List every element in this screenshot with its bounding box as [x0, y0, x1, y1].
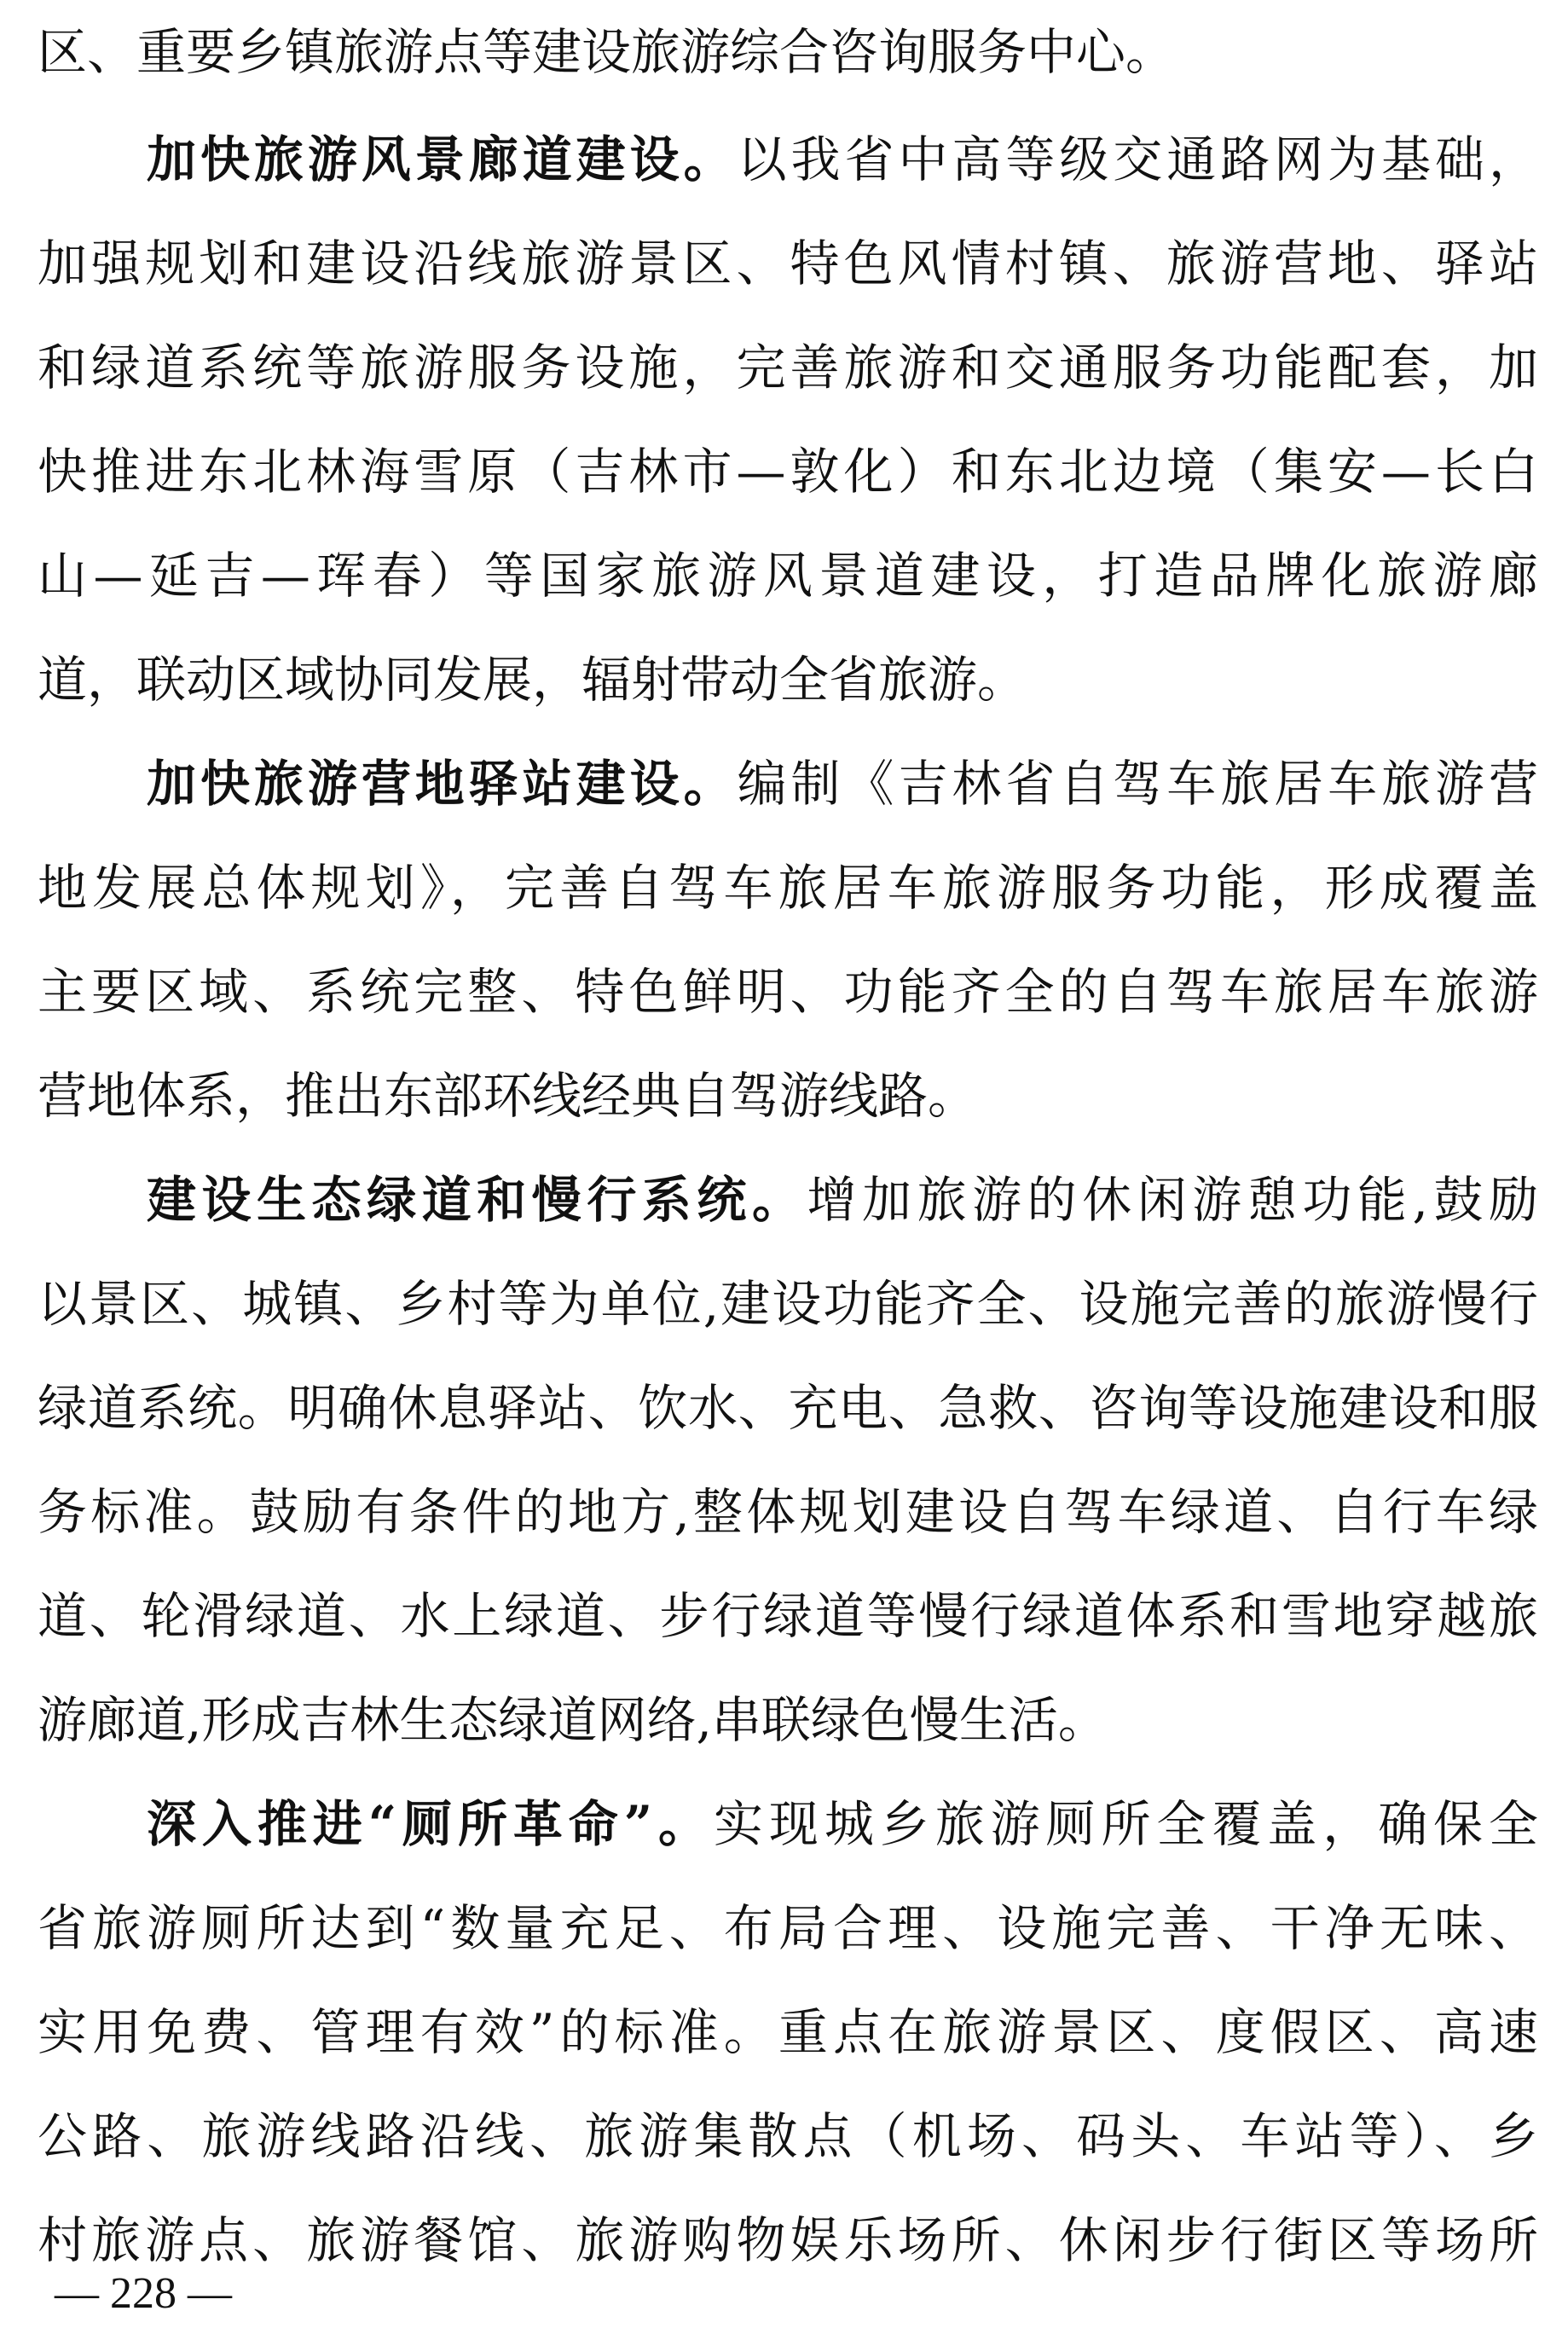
text-line: 主要区域、系统完整、特色鲜明、功能齐全的自驾车旅居车旅游 — [38, 963, 1538, 1021]
paragraph-text: 编制《吉林省自驾车旅居车旅游营 — [737, 755, 1538, 813]
paragraph-first-line — [147, 732, 1538, 836]
paragraph-text: 以我省中高等级交通路网为基础， — [737, 130, 1538, 188]
paragraph-text: 增加旅游的休闲游憩功能,鼓励 — [807, 1171, 1538, 1229]
text-line: 和绿道系统等旅游服务设施，完善旅游和交通服务功能配套，加 — [38, 339, 1538, 397]
paragraph-heading: 加快旅游营地驿站建设。 — [147, 755, 738, 813]
text-line: 快推进东北林海雪原（吉林市—敦化）和东北边境（集安—长白 — [38, 443, 1538, 501]
text-line: 营地体系，推出东部环线经典自驾游线路。 — [38, 1067, 978, 1125]
paragraph-heading: 加快旅游风景廊道建设。 — [147, 130, 738, 188]
paragraph-text: 实现城乡旅游厕所全覆盖，确保全 — [713, 1795, 1538, 1853]
text-line: 山—延吉—珲春）等国家旅游风景道建设，打造品牌化旅游廊 — [38, 547, 1538, 605]
text-line: 道、轮滑绿道、水上绿道、步行绿道等慢行绿道体系和雪地穿越旅 — [38, 1587, 1538, 1645]
text-line: 地发展总体规划》，完善自驾车旅居车旅游服务功能，形成覆盖 — [38, 859, 1538, 917]
paragraph-first-line — [147, 1148, 1538, 1252]
text-line: 区、重要乡镇旅游点等建设旅游综合咨询服务中心。 — [38, 23, 1176, 81]
text-line: 村旅游点、旅游餐馆、旅游购物娱乐场所、休闲步行街区等场所 — [38, 2211, 1538, 2269]
text-line: 绿道系统。明确休息驿站、饮水、充电、急救、咨询等设施建设和服 — [38, 1379, 1538, 1437]
text-line: 省旅游厕所达到“数量充足、布局合理、设施完善、干净无味、 — [38, 1899, 1538, 1957]
paragraph-heading: 建设生态绿道和慢行系统。 — [147, 1171, 807, 1229]
text-line: 以景区、城镇、乡村等为单位,建设功能齐全、设施完善的旅游慢行 — [38, 1275, 1538, 1333]
text-line: 实用免费、管理有效”的标准。重点在旅游景区、度假区、高速 — [38, 2003, 1538, 2061]
page-number: — 228 — — [55, 2269, 232, 2318]
paragraph-first-line — [147, 107, 1538, 211]
text-line: 务标准。鼓励有条件的地方,整体规划建设自驾车绿道、自行车绿 — [38, 1483, 1538, 1541]
text-line: 公路、旅游线路沿线、旅游集散点（机场、码头、车站等）、乡 — [38, 2107, 1538, 2165]
text-line: 游廊道,形成吉林生态绿道网络,串联绿色慢生活。 — [38, 1691, 1108, 1749]
text-line: 道，联动区域协同发展，辐射带动全省旅游。 — [38, 651, 1027, 709]
text-line: 加强规划和建设沿线旅游景区、特色风情村镇、旅游营地、驿站 — [38, 235, 1538, 292]
paragraph-heading: 深入推进“厕所革命”。 — [147, 1795, 714, 1853]
paragraph-first-line — [147, 1772, 1538, 1876]
